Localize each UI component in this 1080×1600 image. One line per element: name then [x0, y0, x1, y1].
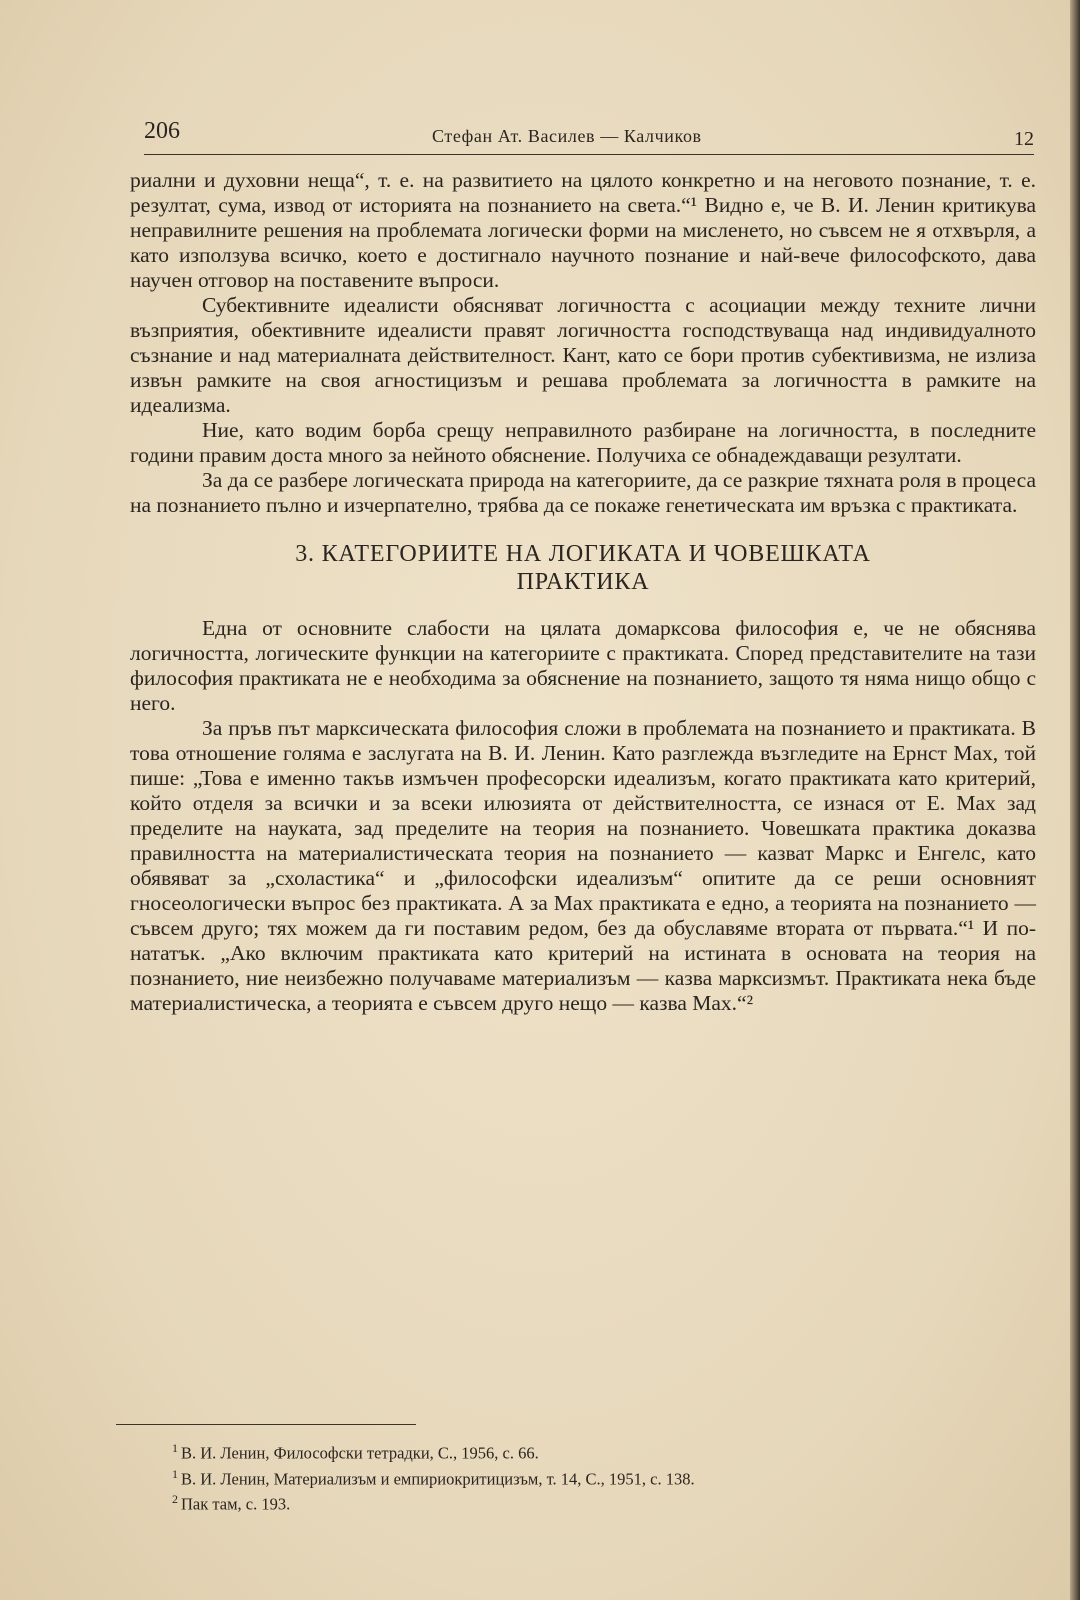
footnote-text: В. И. Ленин, Философски тетрадки, С., 1956, с. 66. [181, 1443, 539, 1463]
main-text [130, 168, 1036, 1016]
footnote [172, 1438, 1032, 1464]
footnote-mark: 2 [172, 1492, 178, 1506]
footnote-mark: 1 [172, 1466, 178, 1481]
footnote-mark: 1 [172, 1441, 178, 1455]
paragraph-continued: риални и духовни неща“, т. е. на развитието на цялото конкретно и на неговото познание, т. е. резултат, сума, извод от историята на познанието на света.“¹ Видно е, че В. И. Ленин критикува неправилните решения на проблемата логически форми на мисленето, но съвсем не я отхвърля, а като използува всичко, което е достигнало научното познание и най-вече философското, дава научен отговор на поставените въпроси. [130, 168, 1036, 292]
signature-mark: 12 [1014, 128, 1034, 150]
footnote-text: Пак там, с. 193. [181, 1494, 291, 1514]
running-title: Стефан Ат. Василев — Калчиков [432, 126, 702, 146]
footnotes [172, 1438, 1032, 1515]
paragraph: Субективните идеалисти обясняват логичността с асоциации между техните лични възприятия, обективните идеалисти правят логичността господствуваща над индивидуалното съзнание и над материалната действителност. Кант, като се бори против субективизма, не излиза извън рамките на своя агностицизъм и решава проблемата за логичността в рамките на идеализма. [130, 293, 1036, 417]
paragraph: Една от основните слабости на цялата домарксова философия е, че не обяснява логичността, логическите функции на категориите с практиката. Според представителите на тази философия практиката не е необходима за обяснение на познанието, защото тя няма нищо общо с него. [130, 616, 1036, 715]
section-heading-line-1: 3. КАТЕГОРИИТЕ НА ЛОГИКАТА И ЧОВЕШКАТА [295, 541, 871, 567]
page-edge-shadow [1070, 0, 1080, 1600]
paragraph: За да се разбере логическата природа на категориите, да се разкрие тяхната роля в процеса на познанието пълно и изчерпателно, трябва да се покаже генетическата им връзка с практиката. [130, 468, 1036, 517]
section-heading-line-2: ПРАКТИКА [516, 569, 650, 595]
paragraph: Ние, като водим борба срещу неправилното разбиране на логичността, в последните години правим доста много за нейното обяснение. Получиха се обнадеждаващи резултати. [130, 418, 1036, 467]
paragraph: За пръв път марксическата философия сложи в проблемата на познанието и практиката. В това отношение голяма е заслугата на В. И. Ленин. Като разглежда възгледите на Ернст Мах, той пише: „Това е именно такъв измъчен професорски идеализъм, когато практиката като критерий, който отделя за всички и за всеки илюзията от действителността, се изнася от Е. Мах зад пределите на науката, зад пределите на теория на познанието. Човешката практика доказва правилността на материалистическата теория на познанието — казват Маркс и Енгелс, като обявяват за „схоластика“ и „философски идеализъм“ опитите да се реши основният гносеологически въпрос без практиката. А за Мах практиката е едно, а теорията на познанието — съвсем друго; тях можем да ги поставим редом, без да обуславяме втората от първата.“¹ И по-нататък. „Ако включим практиката като критерий на истината в основата на теория на познанието, ние неизбежно получаваме материализъм — казва марксизмът. Практиката нека бъде материалистическа, а теорията е съвсем друго нещо — казва Мах.“² [130, 716, 1036, 1015]
footnote [172, 1464, 1032, 1490]
page-number: 206 [144, 118, 180, 144]
page-header [144, 118, 1034, 158]
footnote [172, 1489, 1032, 1515]
header-rule [144, 154, 1034, 155]
section-heading [130, 540, 1036, 596]
footnote-text: В. И. Ленин, Материализъм и емпириокритицизъм, т. 14, С., 1951, с. 138. [181, 1469, 695, 1488]
footnote-rule [116, 1424, 416, 1425]
